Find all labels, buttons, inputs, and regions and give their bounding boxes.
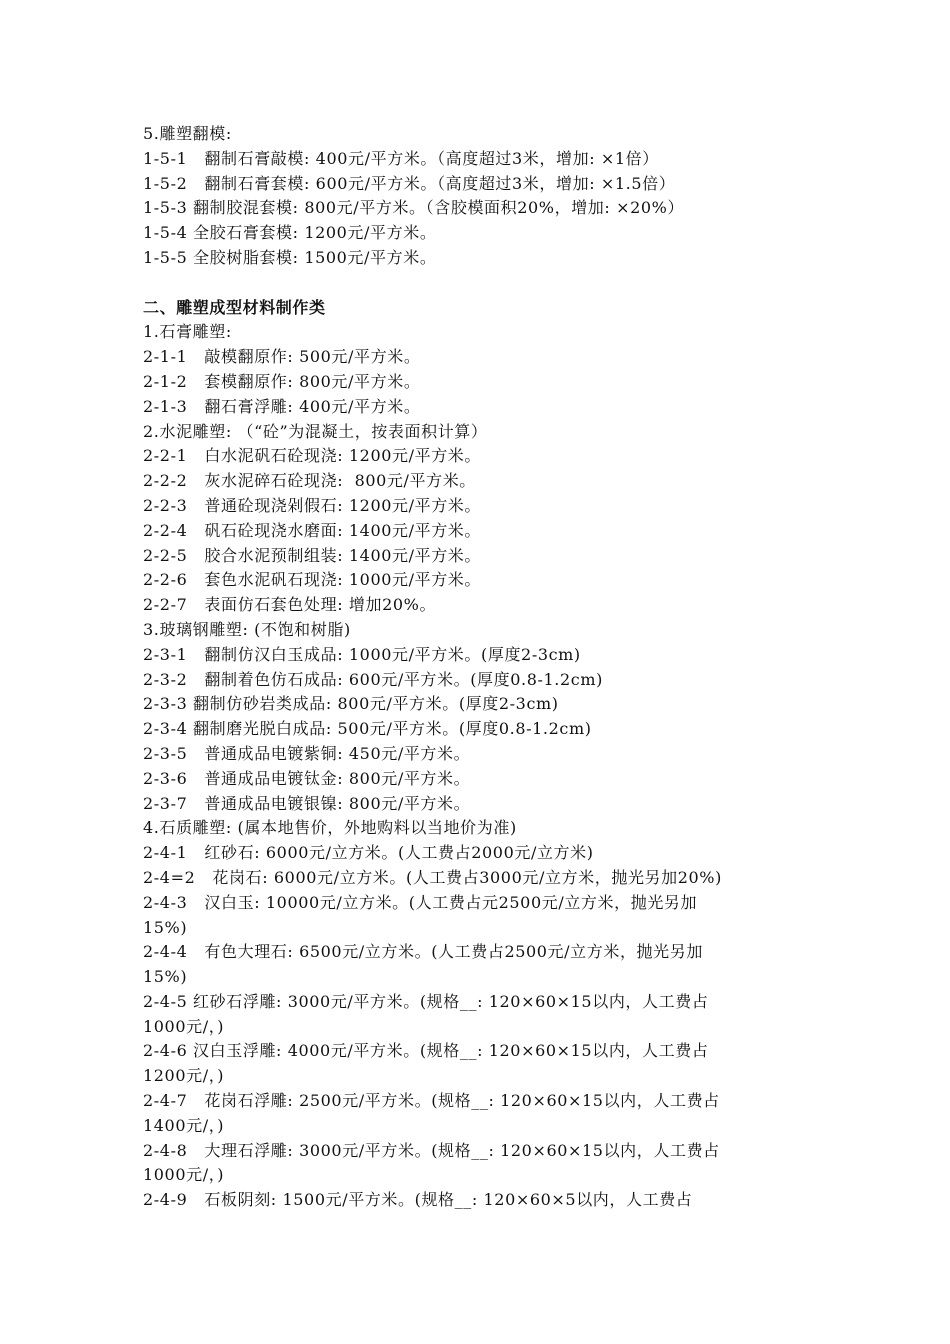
- price-line: 2-4=2 花岗石: 6000元/立方米。(人工费占3000元/立方米，抛光另加20%): [143, 867, 722, 887]
- section-heading: 二、雕塑成型材料制作类: [143, 297, 326, 317]
- price-line: 2-4-7 花岗石浮雕: 2500元/平方米。(规格__: 120×60×15以内，人工费占: [143, 1091, 720, 1111]
- price-line-continuation: 15%): [143, 967, 188, 987]
- price-line-continuation: 1000元/，): [143, 1165, 225, 1185]
- document-body: [143, 122, 823, 1213]
- section-subheading: 3.玻璃钢雕塑: (不饱和树脂): [143, 619, 351, 639]
- price-line: 1-5-5 全胶树脂套模: 1500元/平方米。: [143, 247, 437, 267]
- price-line: 2-2-6 套色水泥矾石现浇: 1000元/平方米。: [143, 570, 481, 590]
- price-line-continuation: 15%): [143, 917, 188, 937]
- section-subheading: 4.石质雕塑: (属本地售价，外地购料以当地价为准): [143, 818, 517, 838]
- price-line: 1-5-2 翻制石膏套模: 600元/平方米。（高度超过3米，增加: ×1.5倍）: [143, 173, 676, 193]
- blank-line: [143, 271, 823, 296]
- price-line: 2-4-5 红砂石浮雕: 3000元/平方米。(规格__: 120×60×15以内，人工费占: [143, 991, 709, 1011]
- price-line: 2-3-2 翻制着色仿石成品: 600元/平方米。(厚度0.8-1.2cm): [143, 669, 603, 689]
- price-line: 2-3-7 普通成品电镀银镍: 800元/平方米。: [143, 793, 471, 813]
- price-line: 2-3-3 翻制仿砂岩类成品: 800元/平方米。(厚度2-3cm): [143, 694, 559, 714]
- price-line: 2-3-6 普通成品电镀钛金: 800元/平方米。: [143, 768, 471, 788]
- price-line-continuation: 1200元/，): [143, 1066, 225, 1086]
- price-line: 2-3-5 普通成品电镀紫铜: 450元/平方米。: [143, 743, 471, 763]
- price-line: 2-4-1 红砂石: 6000元/立方米。(人工费占2000元/立方米): [143, 843, 594, 863]
- price-line: 2-2-1 白水泥矾石砼现浇: 1200元/平方米。: [143, 446, 481, 466]
- price-line: 1-5-3 翻制胶混套模: 800元/平方米。（含胶模面积20%，增加: ×20%）: [143, 198, 685, 218]
- price-line: 2-1-1 敲模翻原作: 500元/平方米。: [143, 347, 421, 367]
- price-line: 2-4-4 有色大理石: 6500元/立方米。(人工费占2500元/立方米，抛光另加: [143, 942, 703, 962]
- price-line: 2-2-4 矾石砼现浇水磨面: 1400元/平方米。: [143, 520, 481, 540]
- price-line: 2-1-3 翻石膏浮雕: 400元/平方米。: [143, 396, 421, 416]
- price-line: 2-1-2 套模翻原作: 800元/平方米。: [143, 371, 421, 391]
- price-line: 2-2-5 胶合水泥预制组装: 1400元/平方米。: [143, 545, 481, 565]
- price-line: 2-2-2 灰水泥碎石砼现浇: 800元/平方米。: [143, 471, 476, 491]
- price-line: 2-4-3 汉白玉: 10000元/立方米。(人工费占元2500元/立方米，抛光另加: [143, 892, 698, 912]
- section-subheading: 5.雕塑翻模:: [143, 124, 232, 143]
- price-line: 2-3-4 翻制磨光脱白成品: 500元/平方米。(厚度0.8-1.2cm): [143, 719, 592, 739]
- price-line-continuation: 1400元/，): [143, 1115, 225, 1135]
- price-line-continuation: 1000元/，): [143, 1016, 225, 1036]
- section-subheading: 2.水泥雕塑: （“砼”为混凝土，按表面积计算）: [143, 421, 488, 441]
- price-line: 1-5-4 全胶石膏套模: 1200元/平方米。: [143, 223, 437, 243]
- price-line: 2-4-9 石板阴刻: 1500元/平方米。(规格__: 120×60×5以内，人工费占: [143, 1190, 693, 1210]
- price-line: 2-3-1 翻制仿汉白玉成品: 1000元/平方米。(厚度2-3cm): [143, 644, 581, 664]
- price-line: 2-4-6 汉白玉浮雕: 4000元/平方米。(规格__: 120×60×15以内，人工费占: [143, 1041, 709, 1061]
- price-line: 2-2-3 普通砼现浇剁假石: 1200元/平方米。: [143, 495, 481, 515]
- section-subheading: 1.石膏雕塑:: [143, 322, 232, 342]
- price-line: 1-5-1 翻制石膏敲模: 400元/平方米。（高度超过3米，增加: ×1倍）: [143, 148, 659, 168]
- price-line: 2-2-7 表面仿石套色处理: 增加20%。: [143, 595, 437, 615]
- price-line: 2-4-8 大理石浮雕: 3000元/平方米。(规格__: 120×60×15以内，人工费占: [143, 1140, 720, 1160]
